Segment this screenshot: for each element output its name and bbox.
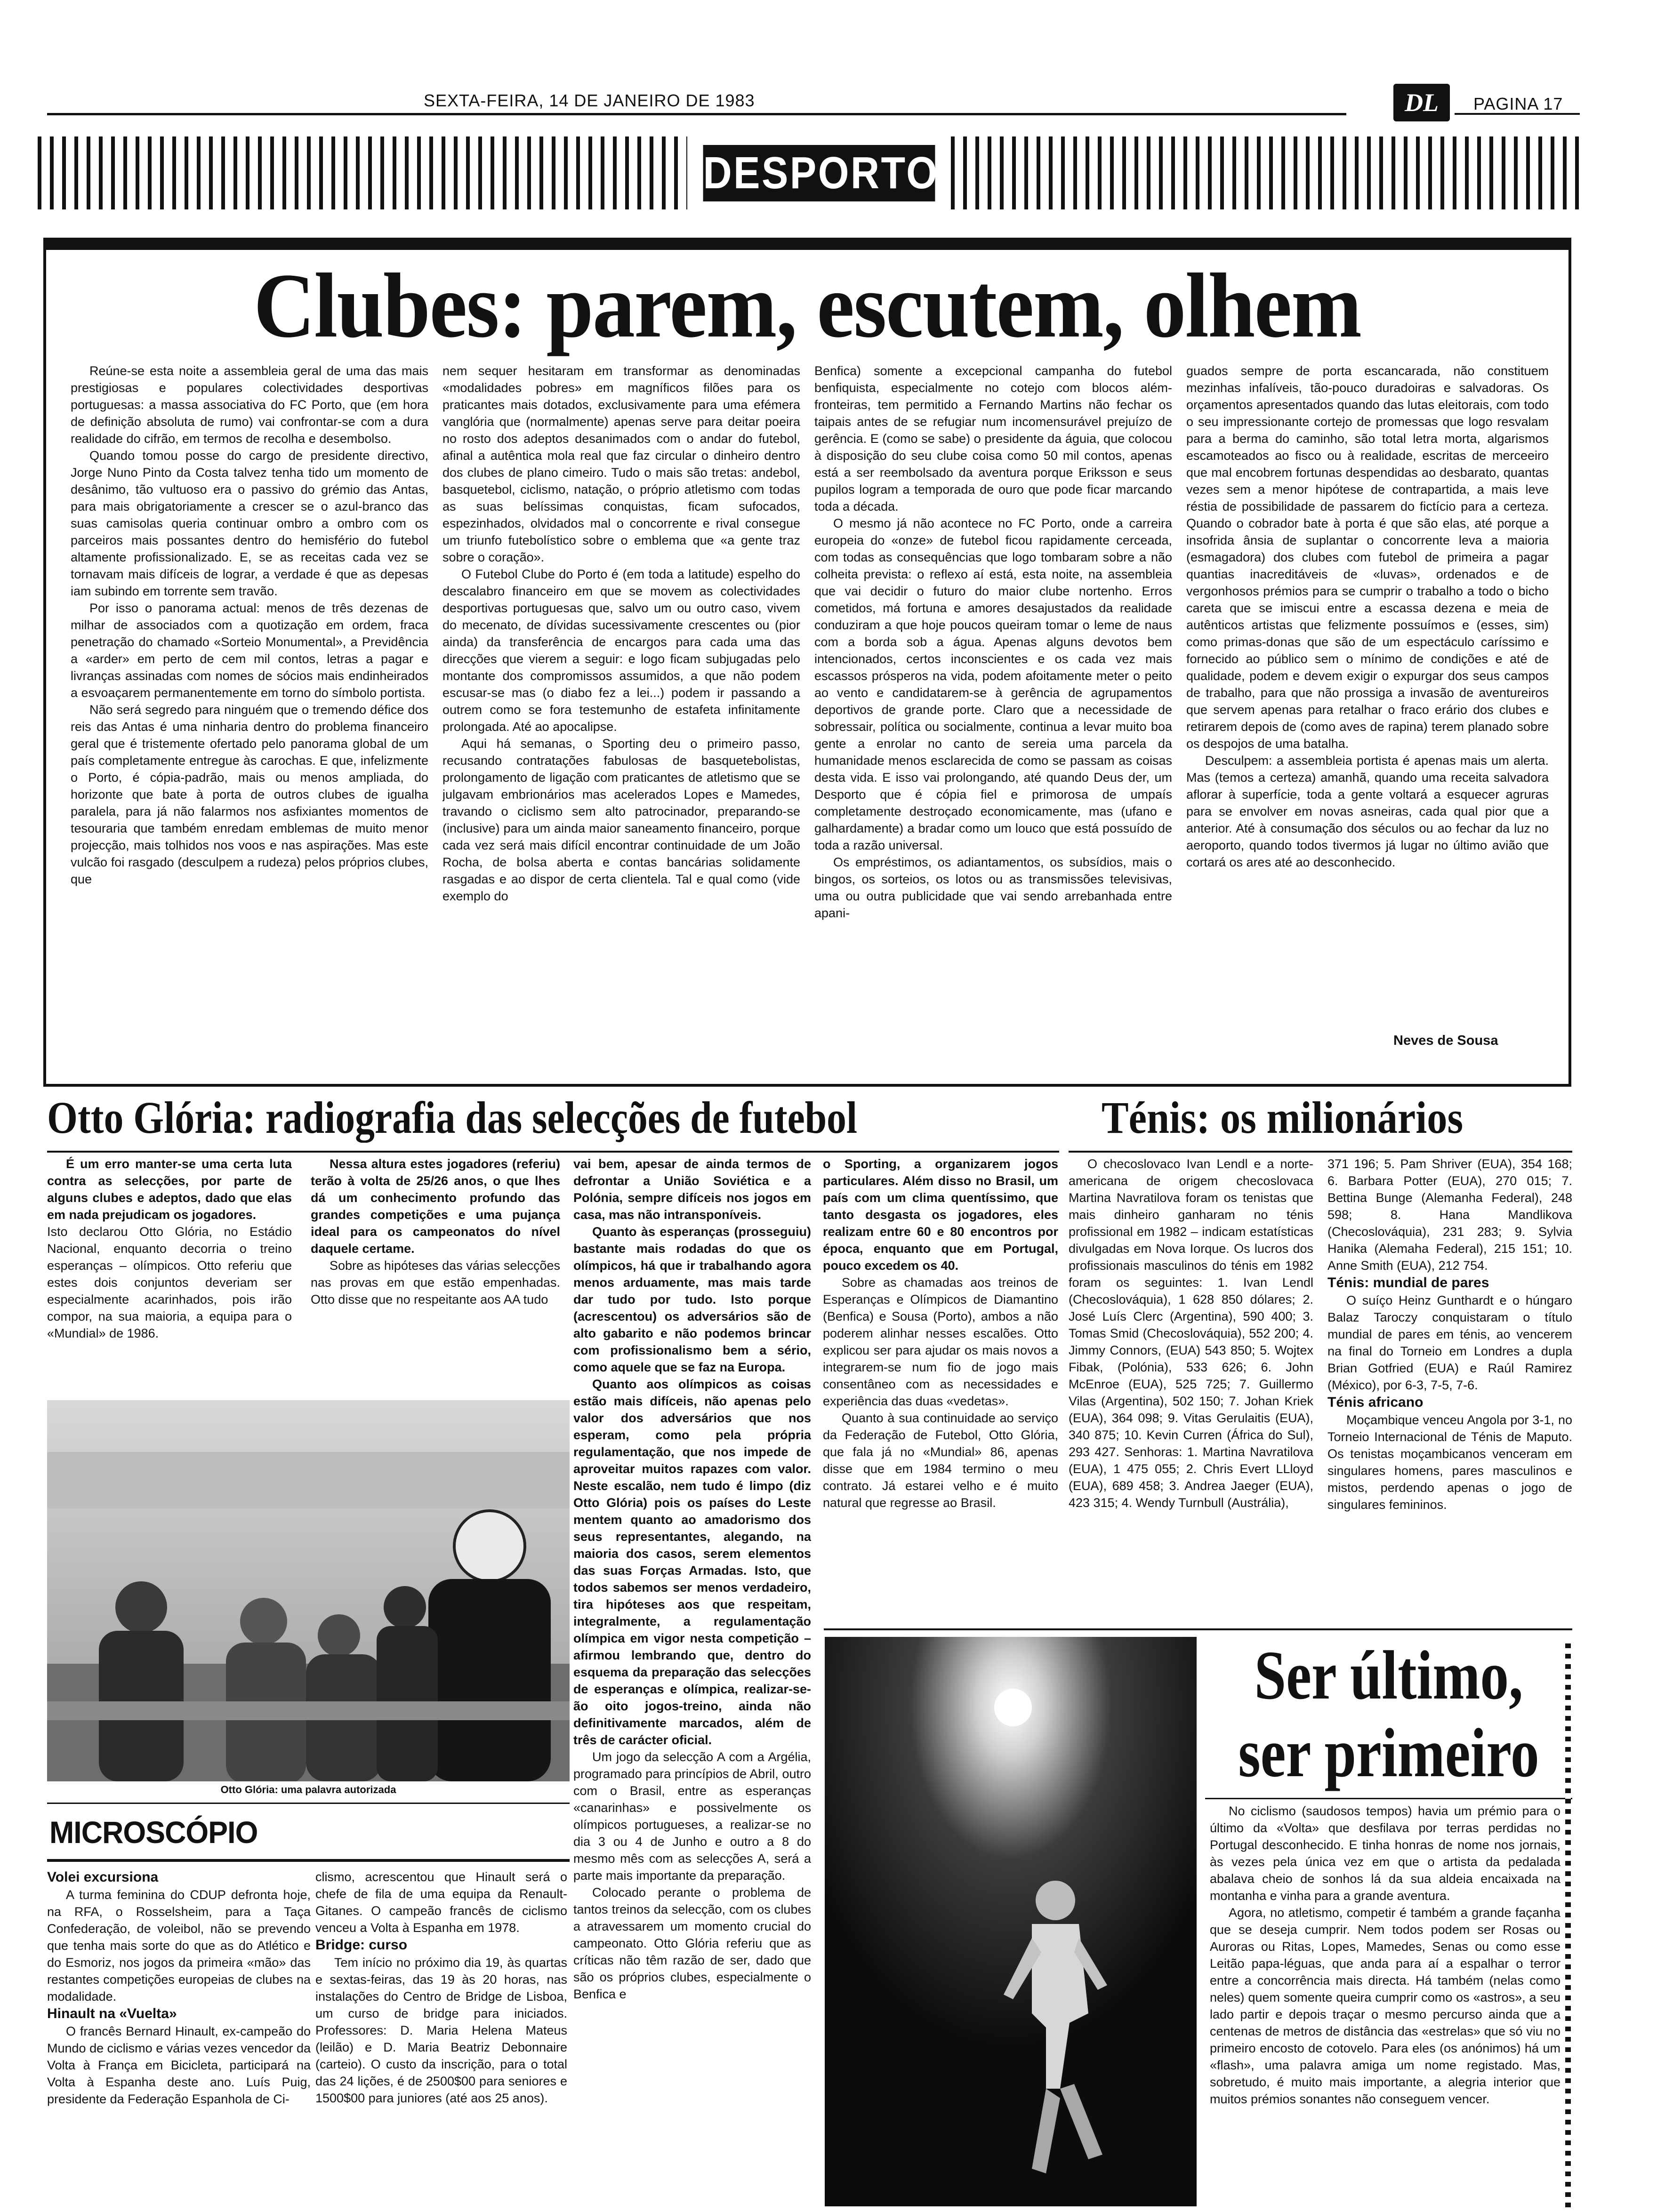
- page-number: PAGINA 17: [1473, 94, 1563, 113]
- microscopio-item-head: Hinault na «Vuelta»: [47, 2006, 177, 2021]
- main-article-column-1: [71, 362, 428, 1059]
- section-band-left: [38, 136, 687, 209]
- ultimo-title-rule: [1205, 1798, 1572, 1799]
- paragraph: Por isso o panorama actual: menos de três dezenas de milhar de associados com a quotização em ordem, fraca penetração do chamado «Sorteio Monumental», a Previdência a «arder» em perto de cem mil contos, letras a pagar e livranças assinadas com nomes de sócios mais endinheirados a esvoaçarem permanentemente em torno do símbolo portista.: [71, 601, 428, 700]
- ultimo-title-line-2: ser primeiro: [1238, 1715, 1539, 1792]
- paragraph: Quanto às esperanças (prosseguiu) bastante mais rodadas do que os olímpicos, há que ir trabalhando agora menos arduamente, mas mais tarde dar tudo por tudo. Isto porque (acrescentou) os adversários são de alto gabarito e não podemos brincar com profissionalismo bem a sério, como aquele que se faz na Europa.: [573, 1225, 811, 1374]
- paragraph: Colocado perante o problema de tantos treinos da selecção, com os clubes a atravessarem um momento crucial do campeonato. Otto Glória referiu que as críticas não têm razão de ser, dado que são os próprios clubes, especialmente o Benfica e: [573, 1885, 811, 2001]
- paragraph: Isto declarou Otto Glória, no Estádio Nacional, enquanto decorria o treino esperanças – olímpicos. Otto referiu que estes dois conjuntos deveriam ser especialmente acarinhados, pois irão compor, na sua maioria, a equipa para o «Mundial» de 1986.: [47, 1225, 292, 1340]
- paragraph: O francês Bernard Hinault, ex-campeão do Mundo de ciclismo e várias vezes vencedor da Volta à França em Bicicleta, participará na Volta à Espanha deste ano. Luís Puig, presidente da Federação Espanhola de Ci-: [47, 2024, 311, 2106]
- tenis-column-2: [1327, 1155, 1572, 1621]
- paragraph: Quando tomou posse do cargo de presidente directivo, Jorge Nuno Pinto da Costa talvez tenha tido um momento de desânimo, tão vultuoso era o passivo do grémio das Antas, para mais obrigatoriamente a crescer se o azul-branco das suas camisolas queria continuar ombro a ombro com os parceiros mais possantes dentro do hemisfério do futebol altamente profissionalizado. E, se as receitas cada vez se tornavam mais difíceis de lograr, a verdade é que as depesas iam subindo em torrente sem travão.: [71, 449, 428, 598]
- otto-photo-caption: Otto Glória: uma palavra autorizada: [220, 1784, 396, 1795]
- main-article-top-bar: [43, 238, 1571, 250]
- ultimo-top-rule: [824, 1628, 1572, 1630]
- paragraph: O Futebol Clube do Porto é (em toda a latitude) espelho do descalabro financeiro em que se movem as colectividades desportivas portuguesas que, salvo um ou outro caso, vivem do mecenato, de dívidas sucessivamente crescentes ou (pior ainda) da transferência de encargos para cada uma das direcções que vierem a seguir: e logo ficam subjugadas pelo montante dos compromissos assumidos, a que não podem escusar-se mas (o diabo fez a lei...) podem ir passando a outrem como se fora testemunho de estafeta infinitamente prolongada. Até ao apocalipse.: [442, 567, 800, 734]
- paragraph: Os empréstimos, os adiantamentos, os subsídios, mais o bingos, os sorteios, os lotos ou as transmissões televisivas, uma ou outra publicidade que vai sendo arrebanhada entre apani-: [814, 855, 1172, 920]
- paragraph: O checoslovaco Ivan Lendl e a norte-americana de origem checoslovaca Martina Navratilova foram os tenistas que mais dinheiro ganharam no ténis profissional em 1982 – indicam estatísticas divulgadas em Nova Iorque. Os lucros dos profissionais masculinos do ténis em 1982 foram os seguintes: 1. Ivan Lendl (Checoslováquia), 1 628 850 dólares; 2. José Luís Clerc (Argentina), 590 400; 3. Tomas Smid (Checoslováquia), 552 200; 4. Jimmy Connors, (EUA) 543 850; 5. Wojtex Fibak, (Polónia), 533 626; 6. John McEnroe (EUA), 525 725; 7. Guillermo Vilas (Argentina), 502 150; 7. Johan Kriek (EUA), 364 098; 9. Vitas Gerulaitis (EUA), 340 875; 10. Kevin Curren (África do Sul), 293 427. Senhoras: 1. Martina Navratilova (EUA), 1 475 055; 2. Chris Evert LLloyd (EUA), 689 458; 3. Andrea Jaeger (EUA), 423 315; 4. Wendy Turnbull (Austrália),: [1069, 1157, 1313, 1510]
- paragraph: clismo, acrescentou que Hinault será o chefe de fila de uma equipa da Renault-Gitanes. O campeão francês de ciclismo venceu a Volta à Espanha em 1978.: [315, 1870, 567, 1935]
- paragraph: nem sequer hesitaram em transformar as denominadas «modalidades pobres» em magníficos filões para os praticantes mais dotados, exclusivamente para uma efémera vanglória que (normalmente) apenas serve para deitar poeira no rosto dos adeptos desanimados com o andar do futebol, afinal a autêntica mola real que faz circular o dinheiro dentro dos clubes de plano cimeiro. Tudo o mais são tretas: andebol, basquetebol, ciclismo, natação, o próprio atletismo com todas as suas belíssimas conquistas, ficam sufocados, espezinhados, olvidados mal o concorrente e rival consegue um triunfo futebolístico sobre o emblema que «a gente traz sobre o coração».: [442, 364, 800, 564]
- microscopio-column-1: [47, 1868, 311, 2210]
- paragraph: vai bem, apesar de ainda termos de defrontar a União Soviética e a Polónia, sempre difíceis nos jogos em casa, mas não intransponíveis.: [573, 1157, 811, 1222]
- paragraph: Um jogo da selecção A com a Argélia, programado para princípios de Abril, outro com o Brasil, entre as esperanças «canarinhas» e possivelmente os olímpicos portugueses, a realizar-se no dia 3 ou 4 de Junho e outro a 8 do mesmo mês com as selecções A, será a parte mais importante da preparação.: [573, 1750, 811, 1883]
- paragraph: Moçambique venceu Angola por 3-1, no Torneio Internacional de Ténis de Maputo. Os tenistas moçambicanos venceram em singulares homens, pares masculinos e mistos, perdendo apenas o jogo de singulares femininos.: [1327, 1413, 1572, 1512]
- microscopio-item-head: Bridge: curso: [315, 1937, 408, 1953]
- tenis-title: Ténis: os milionários: [1102, 1092, 1464, 1143]
- paragraph: Benfica) somente a excepcional campanha do futebol benfiquista, especialmente no cotejo com blocos além-fronteiras, tem permitido a Fernando Martins não fechar os taipais antes de se refugiar num incomensurável prejuízo de gerência. E (como se sabe) o presidente da águia, que colocou à disposição do seu clube coisa como 50 mil contos, apenas está a ser reembolsado da aventura porque Eriksson e seus pupilos logram a temporada de ouro que pode ficar marcando toda a década.: [814, 364, 1172, 513]
- paragraph: o Sporting, a organizarem jogos particulares. Além disso no Brasil, um país com um clima quentíssimo, que tanto desgasta os jogadores, eles realizam entre 60 e 80 encontros por época, enquanto que em Portugal, pouco excedem os 40.: [823, 1157, 1058, 1273]
- tenis-column-1: [1069, 1155, 1313, 1621]
- ultimo-title-line-1: Ser último,: [1254, 1637, 1523, 1714]
- main-article-column-2: [442, 362, 800, 1059]
- ultimo-photo: [825, 1637, 1197, 2206]
- otto-caption-rule: [47, 1803, 570, 1804]
- microscopio-item-head: Volei excursiona: [47, 1869, 159, 1885]
- paragraph: No ciclismo (saudosos tempos) havia um prémio para o último da «Volta» que desfilava por terras perdidas no Portugal desconhecido. E tinha honras de nome nos jornais, às vezes pela única vez em que o artista da pedalada abalava cheio de sonhos lá da sua aldeia encaixada na montanha e vinha para a grande aventura.: [1210, 1804, 1560, 1903]
- paragraph: Quanto à sua continuidade ao serviço da Federação de Futebol, Otto Glória, que fala já no «Mundial» 86, apenas disse que em 1984 termino o meu contrato. Já estarei velho e é muito natural que regresse ao Brasil.: [823, 1411, 1058, 1510]
- main-article-column-4: [1186, 362, 1549, 1026]
- otto-column-1: [47, 1155, 292, 1410]
- otto-column-2: [311, 1155, 560, 1410]
- paragraph: Não será segredo para ninguém que o tremendo défice dos reis das Antas é uma ninharia dentro do problema financeiro geral que é tristemente ofertado pelo panorama global de um país completamente entregue às carochas. E que, infelizmente o Porto, é cópia-padrão, mais ou menos ampliada, do horizonte que bate à porta de outros clubes de igualha paralela, para já não falarmos nos asfixiantes momentos de tesouraria que também enredam emblemas de muito menor projecção, mais tolhidos nos voos e nas aspirações. Mas este vulcão foi rasgado (desculpem a rudeza) pelos próprios clubes, que: [71, 703, 428, 886]
- otto-title-rule: [47, 1151, 1059, 1153]
- ultimo-side-band: [1565, 1638, 1571, 2207]
- otto-article-title: Otto Glória: radiografia das selecções de futebol: [47, 1092, 858, 1143]
- paragraph: Reúne-se esta noite a assembleia geral de uma das mais prestigiosas e populares colectividades desportivas portuguesas: a massa associativa do FC Porto, que (em hora de definição absoluta de rumo) vai confrontar-se com a dura realidade do cifrão, em termos de recolha e desembolso.: [71, 364, 428, 446]
- header-top-rule: [47, 113, 1346, 115]
- otto-lead-paragraph: É um erro manter-se uma certa luta contra as selecções, por parte de alguns clubes e adeptos, dado que elas em nada prejudicam os jogadores.: [47, 1157, 292, 1222]
- paragraph: guados sempre de porta escancarada, não constituem mezinhas infalíveis, tão-pouco duradoiras e salvadoras. Os orçamentos apresentados quando das lutas eleitorais, com todo o seu impressionante cortejo de promessas que logo resvalam para a berma do caminho, são total letra morta, algarismos escamoteados ao fisco ou à realidade, escritas de merceeiro que mal encobrem fortunas despendidas ao desbarato, quantas vezes sem a menor hipótese de contrapartida, a mais leve réstia de possibilidade de passarem do fictício para a certeza. Quando o cobrador bate à porta é que são elas, até porque a insofrida ânsia de suplantar o concorrente leva a maioria (esmagadora) dos clubes com futebol de primeira a pagar quantias inacreditáveis de «luvas», ordenados e de vergonhosos prémios para se cumprir o trabalho a todo o bicho careta que se imiscui entre a escassa dezena e meia de autênticos artistas que felizmente possuímos e (esses, sim) como primas-donas que são de um espectáculo caríssimo e fornecido ao público sem o mínimo de condições e até de qualidade, podem e devem exigir o expurgar dos seus campos de trabalho, para que não prossiga a invasão de aventureiros que servem apenas para retalhar o fraco erário dos clubes e retirarem depois de (como aves de rapina) terem planado sobre os despojos de uma batalha.: [1186, 364, 1549, 751]
- section-title: DESPORTO: [703, 145, 935, 201]
- otto-photo: [47, 1400, 570, 1781]
- tenis-subhead: Ténis: mundial de pares: [1327, 1275, 1489, 1290]
- paragraph: O suíço Heinz Gunthardt e o húngaro Balaz Taroczy conquistaram o título mundial de pares em ténis, ao vencerem na final do Torneio em Londres a dupla Brian Gotfried (EUA) e Raúl Ramirez (México), por 6-3, 7-5, 7-6.: [1327, 1293, 1572, 1392]
- tenis-subhead: Ténis africano: [1327, 1395, 1424, 1410]
- paragraph: Agora, no atletismo, competir é também a grande façanha que se deseja cumprir. Nem todos podem ser Rosas ou Auroras ou Ritas, Lopes, Mamedes, Senas ou como esse Leitão papa-léguas, que anda para aí a espalhar o terror entre a concorrência mais directa. Há também (nelas como neles) quem somente queira cumprir como os «astros», a seu lado partir e depois traçar o mesmo percurso ainda que a centenas de metros de distância das «estrelas» que só viu no primeiro encosto de cotovelo. Para eles (os anónimos) há um «flash», uma palavra amiga um nome registado. Mas, sobretudo, é muito mais importante, a alegria interior que muitos prémios sonantes não conseguem vencer.: [1210, 1906, 1560, 2106]
- section-band-right: [951, 136, 1582, 209]
- otto-column-3: [573, 1155, 811, 2210]
- paragraph: A turma feminina do CDUP defronta hoje, na RFA, o Rosselsheim, para a Taça Confederação, de voleibol, não se prevendo que tenha mais sorte do que as do Atlético e do Esmoriz, nos jogos da primeira «mão» das restantes competições europeias de clubes na modalidade.: [47, 1888, 311, 2004]
- newspaper-logo: DL: [1393, 84, 1450, 121]
- paragraph: Sobre as hipóteses das várias selecções nas provas em que estão empenhadas. Otto disse que no respeitante aos AA tudo: [311, 1258, 560, 1306]
- main-article-title: Clubes: parem, escutem, olhem: [253, 255, 1361, 357]
- microscopio-title: MICROSCÓPIO: [49, 1815, 258, 1850]
- tenis-title-rule: [1069, 1151, 1572, 1153]
- main-article-column-3: [814, 362, 1172, 1059]
- paragraph: Aqui há semanas, o Sporting deu o primeiro passo, recusando contratações fabulosas de basquetebolistas, prolongamento de ligação com praticantes de atletismo que se julgavam embrionários mas acelerados Lopes e Mamedes, travando o ciclismo sem alto patrocinador, preparando-se (inclusive) para um ainda maior saneamento financeiro, porque cada vez será mais difícil encontrar continuidade de um João Rocha, de bolsa aberta e contas bancárias solidamente rasgadas e ao dispor de certa clientela. Tal e qual como (vide exemplo do: [442, 737, 800, 903]
- otto-lead-paragraph: Nessa altura estes jogadores (referiu) terão à volta de 25/26 anos, o que lhes dá um conhecimento profundo das grandes competições e uma pujança ideal para os campeonatos do nível daquele certame.: [311, 1157, 560, 1256]
- microscopio-column-2: [315, 1868, 567, 2210]
- paragraph: Sobre as chamadas aos treinos de Esperanças e Olímpicos de Diamantino (Benfica) e Sousa (Porto), ambos a não poderem alinhar nesses escalões. Otto explicou ser para ajudar os mais novos a integrarem-se num fio de jogo mais consentâneo com as necessidades e experiência das duas «vedetas».: [823, 1275, 1058, 1408]
- paragraph: O mesmo já não acontece no FC Porto, onde a carreira europeia do «onze» de futebol ficou rapidamente cerceada, com todas as consequências que logo tombaram sobre a não colheita prevista: o reflexo aí está, esta noite, na assembleia que vai decidir o futuro do maior clube nortenho. Erros cometidos, má fortuna e amores desajustados da realidade conduziram a que hoje poucos queiram tomar o leme de naus com a borda sob a água. Apenas alguns devotos bem intencionados, certos inconscientes e os cada vez mais escassos prósperos na vida, podem afoitamente meter o peito ao vento e candidatarem-se à gerência de agrupamentos deportivos de grande porte. Claro que a necessidade de sobressair, política ou socialmente, continua a levar muito boa gente a enrolar no canto de sereia uma parcela da humanidade menos esclarecida de como se passam as coisas desta vida. E isso vai prolongando, até quando Deus der, um Desporto que é cópia fiel e primorosa de umpaís completamente destroçado economicamente, mas (ufano e galhardamente) a bradar como um louco que está possuído de toda a razão universal.: [814, 516, 1172, 852]
- paragraph: Desculpem: a assembleia portista é apenas mais um alerta. Mas (temos a certeza) amanhã, quando uma receita salvadora aflorar à superfície, toda a gente voltará a esquecer agruras para se envolver em novas asneiras, cada qual pior que a anterior. Até à consumação dos séculos ou ao fechar da luz no aeroporto, quando todos tivermos já lugar no último avião que cortará os ares até ao desconhecido.: [1186, 753, 1549, 869]
- microscopio-rule: [47, 1859, 570, 1862]
- paragraph: Quanto aos olímpicos as coisas estão mais difíceis, não apenas pelo valor dos adversários que nos esperam, como pela própria regulamentação, que nos impede de aproveitar muitos rapazes com valor. Neste escalão, nem tudo é limpo (diz Otto Glória) pois os países do Leste mentem quanto ao amadorismo dos seus representantes, alegando, na maioria dos casos, serem elementos das suas Forças Armadas. Isto, que todos sabemos ser menos verdadeiro, tira hipóteses aos que respeitam, integralmente, a regulamentação olímpica em vigor nesta competição – afirmou lembrando que, dentro do esquema da preparação das selecções de esperanças e olímpica, realizar-se-ão oito jogos-treino, ainda não definitivamente marcados, além de três de carácter oficial.: [573, 1377, 811, 1747]
- otto-column-4: [823, 1155, 1058, 1621]
- main-article-author: Neves de Sousa: [1393, 1033, 1498, 1048]
- paragraph: 371 196; 5. Pam Shriver (EUA), 354 168; 6. Barbara Potter (EUA), 270 015; 7. Bettina Bunge (Alemanha Federal), 248 598; 8. Hana Mandlikova (Checoslováquia), 231 283; 9. Sylvia Hanika (Alemaha Federal), 215 151; 10. Anne Smith (EUA), 212 754.: [1327, 1157, 1572, 1273]
- page-date: SEXTA-FEIRA, 14 DE JANEIRO DE 1983: [424, 91, 755, 110]
- ultimo-column: [1210, 1803, 1560, 2207]
- paragraph: Tem início no próximo dia 19, às quartas e sextas-feiras, das 19 às 20 horas, nas instalações do Centro de Bridge de Lisboa, um curso de bridge para iniciados. Professores: D. Maria Helena Mateus (leilão) e D. Maria Beatriz Debonnaire (carteio). O custo da inscrição, para o total das 24 lições, é de 2500$00 para seniores e 1500$00 para juniores (até aos 25 anos).: [315, 1956, 567, 2105]
